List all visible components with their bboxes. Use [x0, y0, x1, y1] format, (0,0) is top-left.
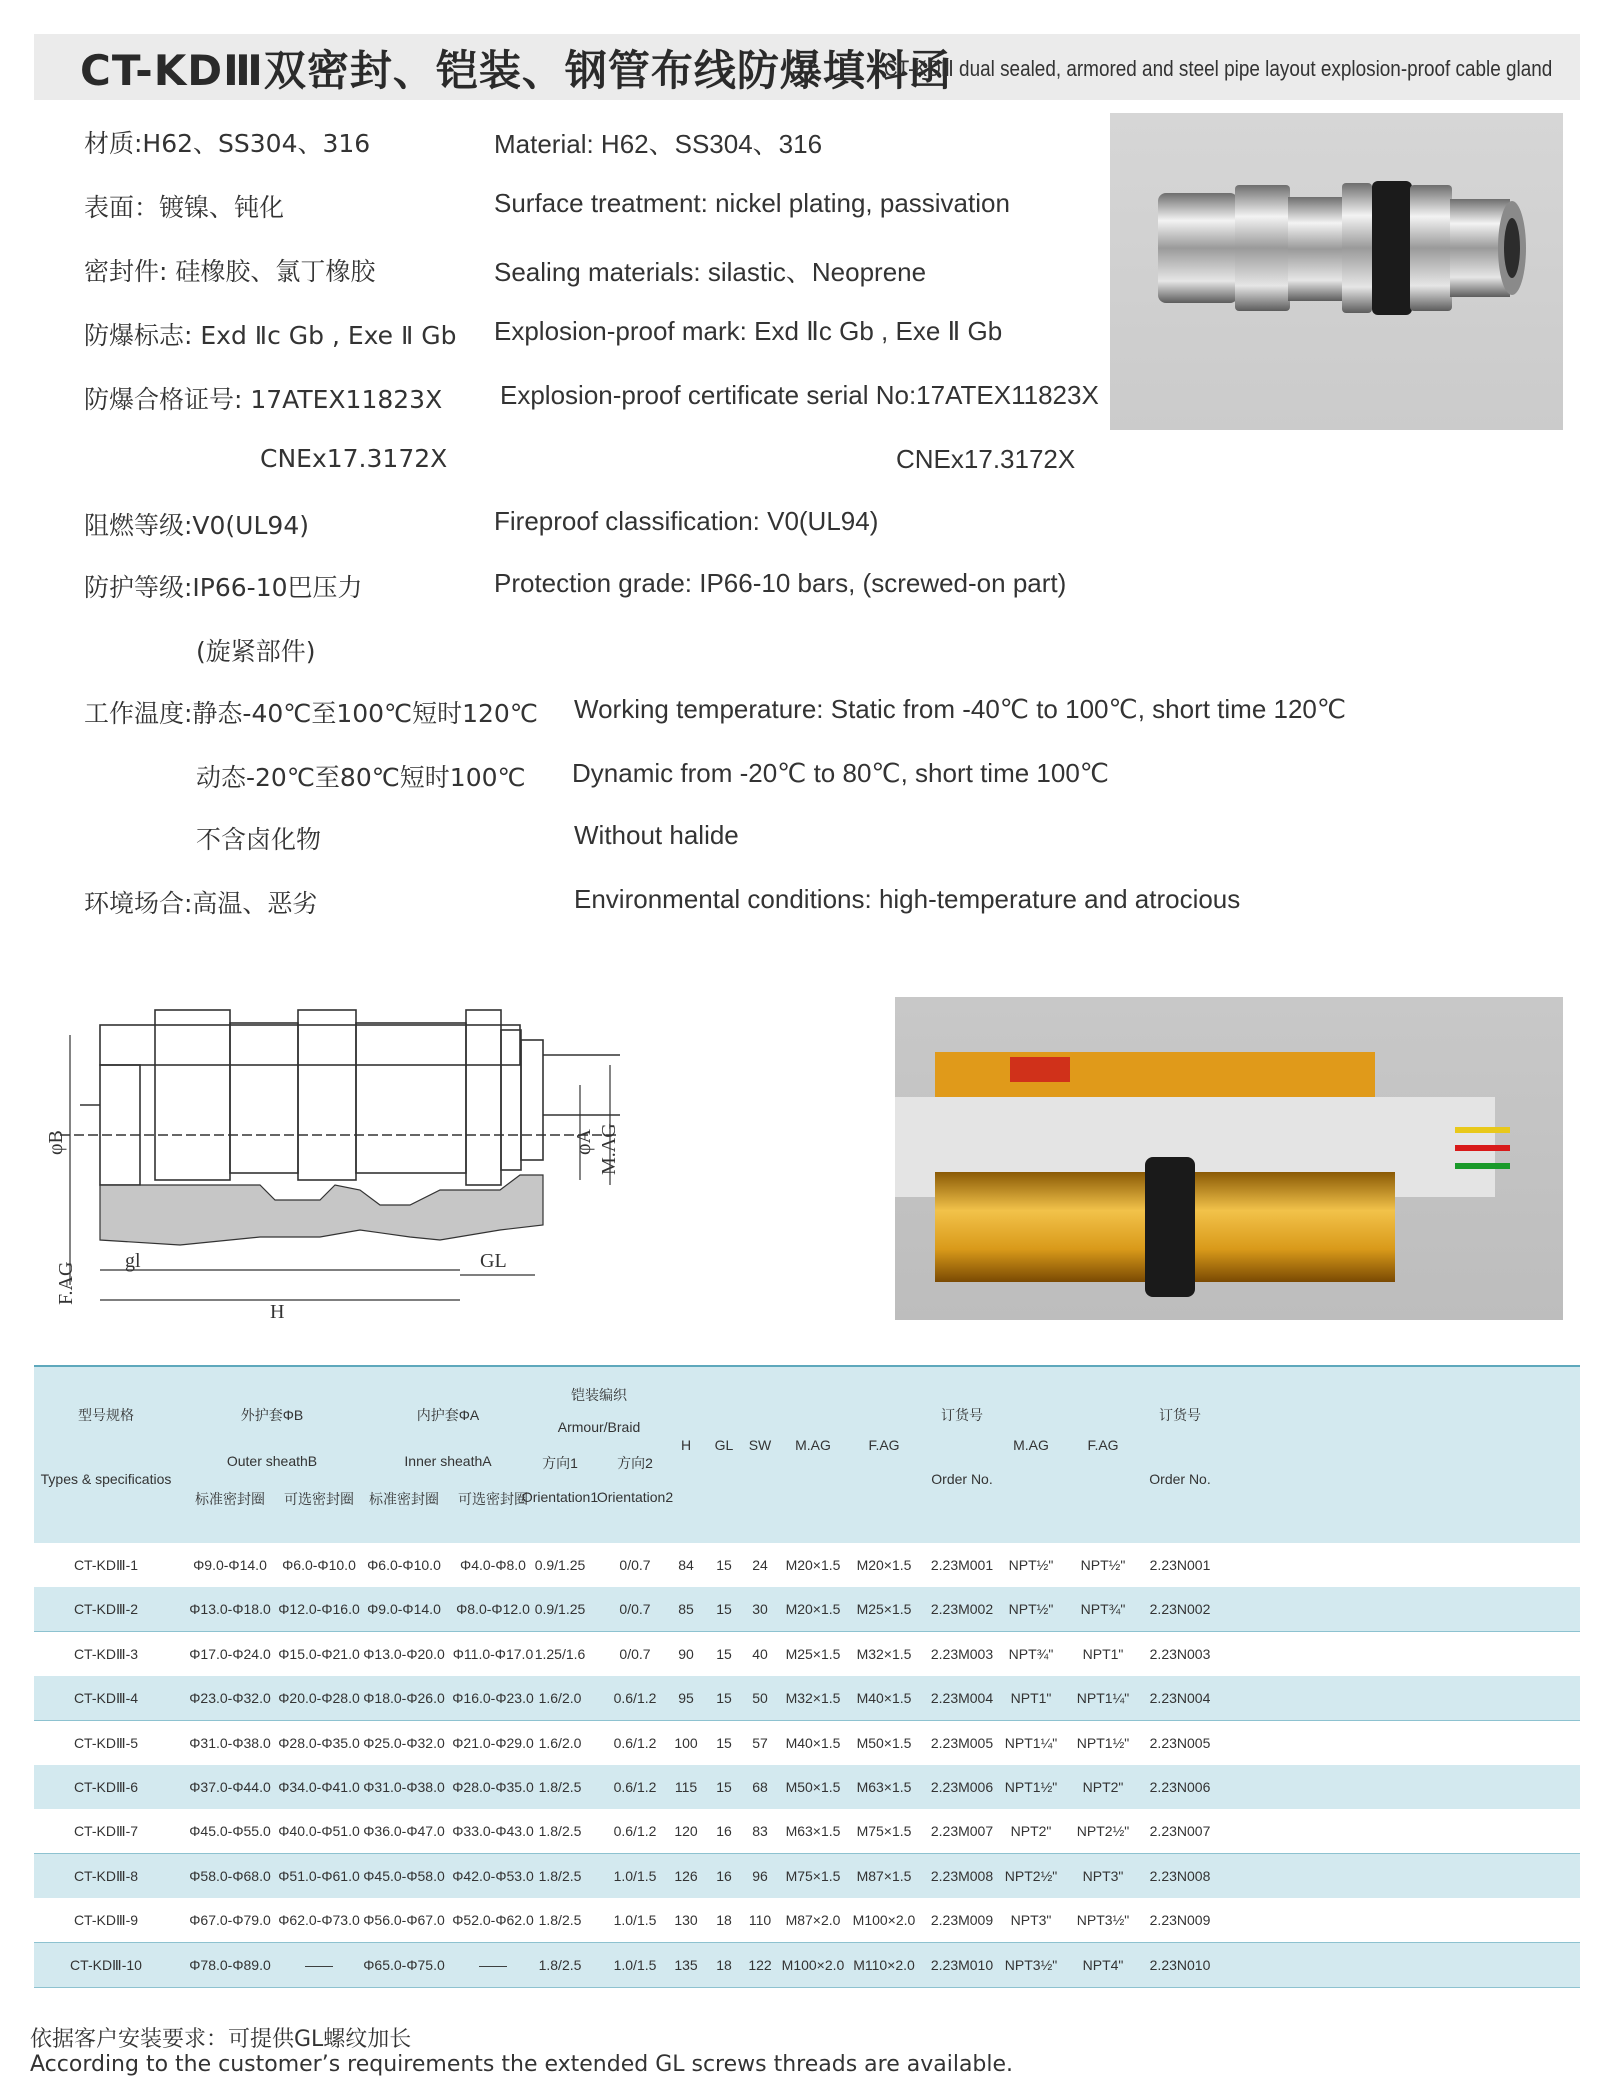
- spec-label-en: Explosion-proof certificate serial No:17ATEX11823X: [500, 380, 1099, 410]
- table-cell: NPT2½": [1076, 1823, 1130, 1840]
- table-cell: 1.8/2.5: [538, 1912, 582, 1929]
- table-cell: NPT½": [1008, 1557, 1054, 1573]
- table-cell: 2.23M004: [930, 1690, 994, 1707]
- table-cell: 2.23M008: [930, 1867, 994, 1884]
- table-cell: Φ13.0-Φ20.0: [363, 1645, 445, 1662]
- table-cell: Φ28.0-Φ35.0: [278, 1734, 360, 1751]
- spec-label-cn: 表面：镀镍、钝化: [84, 193, 285, 222]
- header-inner-opt: 可选密封圈: [458, 1491, 528, 1507]
- label-phiB: φB: [45, 1130, 67, 1155]
- header-order-cn: 订货号: [941, 1407, 983, 1423]
- table-cell: Φ36.0-Φ47.0: [363, 1823, 445, 1840]
- header-inner-std: 标准密封圈: [369, 1491, 439, 1507]
- spec-label-en: Without halide: [574, 820, 739, 850]
- header-dir2-en: Orientation2: [596, 1489, 674, 1505]
- table-cell: NPT4": [1082, 1956, 1124, 1973]
- table-cell: 2.23M003: [930, 1645, 994, 1662]
- table-row: [34, 1943, 1580, 1988]
- spec-label-en: Fireproof classification: V0(UL94): [494, 506, 879, 536]
- table-cell: 2.23M009: [930, 1912, 994, 1929]
- table-cell: Φ45.0-Φ55.0: [189, 1823, 271, 1840]
- label-h: H: [270, 1301, 285, 1323]
- table-cell: M40×1.5: [785, 1734, 841, 1751]
- spec-label-en: Surface treatment: nickel plating, passivation: [494, 188, 1010, 218]
- table-cell: CT-KDⅢ-1: [73, 1557, 139, 1573]
- spec-label-cn: CNEx17.3172X: [260, 444, 448, 473]
- table-cell: Φ17.0-Φ24.0: [189, 1645, 271, 1662]
- table-cell: CT-KDⅢ-7: [73, 1823, 139, 1840]
- table-cell: 1.8/2.5: [538, 1779, 582, 1795]
- table-cell: NPT1½": [1076, 1734, 1130, 1751]
- table-cell: 30: [752, 1601, 768, 1618]
- spec-label-cn: (旋紧部件): [196, 637, 316, 666]
- table-cell: 2.23N003: [1149, 1645, 1211, 1662]
- table-cell: Φ20.0-Φ28.0: [278, 1690, 360, 1707]
- table-cell: Φ12.0-Φ16.0: [278, 1601, 360, 1618]
- header-outer-cn: 外护套ΦB: [240, 1407, 304, 1423]
- table-row: [34, 1765, 1580, 1810]
- table-cell: M20×1.5: [785, 1601, 841, 1618]
- table-cell: 95: [678, 1690, 694, 1707]
- table-cell: 126: [674, 1867, 698, 1884]
- table-cell: 135: [674, 1956, 698, 1973]
- table-cell: M87×1.5: [856, 1867, 912, 1884]
- table-cell: M50×1.5: [856, 1734, 912, 1751]
- table-cell: Φ33.0-Φ43.0: [452, 1823, 534, 1840]
- table-cell: 1.8/2.5: [538, 1956, 582, 1973]
- table-cell: 0.6/1.2: [613, 1690, 657, 1707]
- table-cell: NPT¾": [1008, 1645, 1054, 1662]
- table-cell: NPT1¼": [1004, 1734, 1058, 1751]
- table-cell: 1.6/2.0: [538, 1734, 582, 1751]
- table-cell: 15: [716, 1557, 732, 1573]
- table-cell: 1.0/1.5: [613, 1867, 657, 1884]
- table-row: [34, 1543, 1580, 1588]
- table-cell: 0.9/1.25: [534, 1557, 586, 1573]
- table-cell: 2.23M001: [930, 1557, 994, 1573]
- table-cell: 15: [716, 1690, 732, 1707]
- table-cell: M63×1.5: [785, 1823, 841, 1840]
- spec-label-cn: 阻燃等级:V0(UL94): [84, 511, 309, 540]
- spec-label-cn: 不含卤化物: [196, 825, 322, 854]
- spec-label-cn: 防爆标志: Exd Ⅱc Gb , Exe Ⅱ Gb: [84, 321, 457, 350]
- table-cell: CT-KDⅢ-9: [73, 1912, 139, 1929]
- table-row: [34, 1587, 1580, 1632]
- table-cell: Φ40.0-Φ51.0: [278, 1823, 360, 1840]
- table-cell: CT-KDⅢ-8: [73, 1867, 139, 1884]
- header-gl: GL: [714, 1437, 734, 1453]
- table-cell: 2.23M005: [930, 1734, 994, 1751]
- table-cell: 100: [674, 1734, 698, 1751]
- table-cell: Φ9.0-Φ14.0: [193, 1557, 267, 1573]
- spec-label-en: Dynamic from -20℃ to 80℃, short time 100℃: [572, 758, 1109, 788]
- table-cell: Φ37.0-Φ44.0: [189, 1779, 271, 1795]
- table-cell: Φ45.0-Φ58.0: [363, 1867, 445, 1884]
- table-cell: 2.23N002: [1149, 1601, 1211, 1618]
- header-inner-en: Inner sheathA: [404, 1453, 492, 1469]
- table-cell: Φ34.0-Φ41.0: [278, 1779, 360, 1795]
- table-cell: 2.23N004: [1149, 1690, 1211, 1707]
- table-cell: 1.0/1.5: [613, 1912, 657, 1929]
- label-gl-small: gl: [125, 1250, 141, 1272]
- table-cell: M20×1.5: [856, 1557, 912, 1573]
- header-outer-std: 标准密封圈: [195, 1491, 265, 1507]
- header-mag: M.AG: [795, 1437, 831, 1453]
- table-cell: 1.0/1.5: [613, 1956, 657, 1973]
- table-cell: 2.23M002: [930, 1601, 994, 1618]
- table-cell: 2.23N006: [1149, 1779, 1211, 1795]
- table-cell: M110×2.0: [853, 1956, 915, 1973]
- table-cell: 96: [752, 1867, 768, 1884]
- table-cell: 2.23N010: [1149, 1956, 1211, 1973]
- table-cell: M50×1.5: [785, 1779, 841, 1795]
- table-cell: 120: [674, 1823, 698, 1840]
- table-cell: M87×2.0: [785, 1912, 841, 1929]
- header-fag: F.AG: [868, 1437, 900, 1453]
- table-cell: Φ21.0-Φ29.0: [452, 1734, 534, 1751]
- spec-label-cn: 材质:H62、SS304、316: [84, 129, 371, 158]
- table-cell: 84: [678, 1557, 694, 1573]
- table-cell: 85: [678, 1601, 694, 1618]
- table-cell: 16: [716, 1823, 732, 1840]
- cutaway-photo: [895, 997, 1563, 1320]
- table-cell: Φ28.0-Φ35.0: [452, 1779, 534, 1795]
- table-cell: 1.8/2.5: [538, 1867, 582, 1884]
- header-order-en: Order No.: [931, 1471, 993, 1487]
- table-cell: 90: [678, 1645, 694, 1662]
- table-cell: Φ15.0-Φ21.0: [278, 1645, 360, 1662]
- table-cell: M75×1.5: [856, 1823, 912, 1840]
- table-cell: Φ25.0-Φ32.0: [363, 1734, 445, 1751]
- table-cell: M100×2.0: [781, 1956, 845, 1973]
- header-order-npt-en: Order No.: [1149, 1471, 1211, 1487]
- spec-label-en: Protection grade: IP66-10 bars, (screwed-on part): [494, 568, 1067, 598]
- table-cell: Φ62.0-Φ73.0: [278, 1912, 360, 1929]
- table-cell: 0/0.7: [619, 1645, 651, 1662]
- spec-label-en: CNEx17.3172X: [896, 444, 1076, 474]
- table-cell: NPT½": [1008, 1601, 1054, 1618]
- header-dir2-cn: 方向2: [617, 1455, 653, 1471]
- table-cell: NPT2½": [1004, 1867, 1058, 1884]
- table-cell: M25×1.5: [856, 1601, 912, 1618]
- table-cell: M32×1.5: [856, 1645, 912, 1662]
- spec-label-en: Sealing materials: silastic、Neoprene: [494, 257, 927, 287]
- table-cell: Φ78.0-Φ89.0: [189, 1956, 271, 1973]
- table-cell: 15: [716, 1601, 732, 1618]
- spec-label-cn: 密封件: 硅橡胶、氯丁橡胶: [84, 257, 376, 286]
- table-cell: 1.8/2.5: [538, 1823, 582, 1840]
- table-cell: 0.9/1.25: [534, 1601, 586, 1618]
- table-cell: ——: [479, 1956, 507, 1973]
- table-cell: M20×1.5: [785, 1557, 841, 1573]
- table-cell: CT-KDⅢ-3: [73, 1645, 139, 1662]
- spec-label-cn: 防护等级:IP66-10巴压力: [84, 573, 363, 602]
- table-cell: 0.6/1.2: [613, 1823, 657, 1840]
- table-cell: Φ8.0-Φ12.0: [456, 1601, 530, 1618]
- header-sw: SW: [748, 1437, 772, 1453]
- footer-note-en: According to the customer’s requirements the extended GL screws threads are available.: [30, 2052, 1014, 2077]
- table-cell: NPT1¼": [1076, 1690, 1130, 1707]
- table-cell: CT-KDⅢ-4: [73, 1690, 139, 1707]
- table-cell: Φ52.0-Φ62.0: [452, 1912, 534, 1929]
- table-cell: 57: [752, 1734, 768, 1751]
- table-cell: Φ31.0-Φ38.0: [363, 1779, 445, 1795]
- spec-label-en: Material: H62、SS304、316: [494, 129, 823, 159]
- table-row: [34, 1632, 1580, 1677]
- spec-label-cn: 环境场合:高温、恶劣: [84, 889, 318, 918]
- table-cell: 15: [716, 1645, 732, 1662]
- table-cell: 2.23N005: [1149, 1734, 1211, 1751]
- table-cell: 0.6/1.2: [613, 1779, 657, 1795]
- table-cell: Φ31.0-Φ38.0: [189, 1734, 271, 1751]
- spec-label-cn: 工作温度:静态-40℃至100℃短时120℃: [84, 699, 538, 728]
- header-dir1-en: Orientation1: [521, 1489, 599, 1505]
- table-cell: 18: [716, 1956, 732, 1973]
- table-cell: M100×2.0: [852, 1912, 916, 1929]
- table-cell: NPT½": [1080, 1557, 1126, 1573]
- product-photo: [1110, 113, 1563, 430]
- table-cell: NPT3½": [1076, 1912, 1130, 1929]
- table-cell: M32×1.5: [785, 1690, 841, 1707]
- table-cell: ——: [305, 1956, 333, 1973]
- table-cell: Φ51.0-Φ61.0: [278, 1867, 360, 1884]
- table-cell: CT-KDⅢ-6: [73, 1779, 139, 1795]
- table-cell: 2.23N007: [1149, 1823, 1211, 1840]
- header-type-cn: 型号规格: [78, 1407, 134, 1423]
- table-cell: Φ65.0-Φ75.0: [363, 1956, 445, 1973]
- table-cell: NPT3": [1010, 1912, 1052, 1929]
- table-cell: Φ42.0-Φ53.0: [452, 1867, 534, 1884]
- header-inner-cn: 内护套ΦA: [416, 1407, 480, 1423]
- table-cell: 24: [752, 1557, 768, 1573]
- label-phiA: φA: [573, 1129, 595, 1155]
- table-cell: 2.23M010: [930, 1956, 994, 1973]
- table-cell: NPT1": [1010, 1690, 1052, 1707]
- table-cell: M75×1.5: [785, 1867, 841, 1884]
- table-cell: 2.23M006: [930, 1779, 994, 1795]
- label-gl: GL: [480, 1250, 507, 1272]
- spec-label-en: Environmental conditions: high-temperature and atrocious: [574, 884, 1241, 914]
- table-cell: Φ67.0-Φ79.0: [189, 1912, 271, 1929]
- table-cell: 15: [716, 1779, 732, 1795]
- table-cell: CT-KDⅢ-5: [73, 1734, 139, 1751]
- table-cell: CT-KDⅢ-2: [73, 1601, 139, 1618]
- header-fag-npt: F.AG: [1087, 1437, 1119, 1453]
- table-cell: 40: [752, 1645, 768, 1662]
- table-cell: 115: [674, 1779, 698, 1795]
- table-cell: Φ6.0-Φ10.0: [282, 1557, 356, 1573]
- header-order-npt-cn: 订货号: [1159, 1407, 1201, 1423]
- table-cell: Φ6.0-Φ10.0: [367, 1557, 441, 1573]
- header-armour-en: Armour/Braid: [557, 1419, 641, 1435]
- spec-label-cn: 防爆合格证号: 17ATEX11823X: [84, 385, 443, 414]
- table-cell: Φ11.0-Φ17.0: [452, 1645, 534, 1662]
- table-row: [34, 1854, 1580, 1899]
- table-cell: M63×1.5: [856, 1779, 912, 1795]
- table-cell: NPT3": [1082, 1867, 1124, 1884]
- table-cell: 18: [716, 1912, 732, 1929]
- table-cell: Φ16.0-Φ23.0: [452, 1690, 534, 1707]
- header-dir1-cn: 方向1: [542, 1455, 578, 1471]
- table-cell: Φ56.0-Φ67.0: [363, 1912, 445, 1929]
- spec-label-en: Working temperature: Static from -40℃ to 100℃, short time 120℃: [574, 694, 1347, 724]
- technical-drawing: [45, 1005, 820, 1325]
- table-cell: M25×1.5: [785, 1645, 841, 1662]
- table-cell: 2.23N001: [1149, 1557, 1211, 1573]
- table-cell: Φ23.0-Φ32.0: [189, 1690, 271, 1707]
- table-row: [34, 1809, 1580, 1854]
- table-cell: 2.23N009: [1149, 1912, 1211, 1929]
- table-cell: NPT2": [1082, 1779, 1124, 1795]
- table-cell: M40×1.5: [856, 1690, 912, 1707]
- header-outer-en: Outer sheathB: [226, 1453, 318, 1469]
- table-cell: NPT1": [1082, 1645, 1124, 1662]
- header-mag-npt: M.AG: [1013, 1437, 1049, 1453]
- table-cell: 122: [748, 1956, 772, 1973]
- table-cell: 2.23M007: [930, 1823, 994, 1840]
- table-row: [34, 1898, 1580, 1943]
- header-armour-cn: 铠装编织: [571, 1387, 627, 1403]
- table-cell: 50: [752, 1690, 768, 1707]
- table-cell: CT-KDⅢ-10: [70, 1956, 142, 1973]
- table-cell: 83: [752, 1823, 768, 1840]
- header-type-en: Types & specificatios: [40, 1471, 172, 1487]
- spec-label-cn: 动态-20℃至80℃短时100℃: [196, 763, 526, 792]
- table-cell: Φ9.0-Φ14.0: [367, 1601, 441, 1618]
- table-cell: 0.6/1.2: [613, 1734, 657, 1751]
- header-outer-opt: 可选密封圈: [284, 1491, 354, 1507]
- label-mag: M.AG: [598, 1123, 620, 1175]
- table-cell: Φ18.0-Φ26.0: [363, 1690, 445, 1707]
- label-fag: F.AG: [55, 1261, 77, 1305]
- table-cell: NPT¾": [1080, 1601, 1126, 1618]
- table-cell: 15: [716, 1734, 732, 1751]
- table-cell: NPT1½": [1004, 1779, 1058, 1795]
- table-cell: NPT2": [1010, 1823, 1052, 1840]
- table-cell: 68: [752, 1779, 768, 1795]
- table-cell: Φ58.0-Φ68.0: [189, 1867, 271, 1884]
- footer-note-cn: 依据客户安装要求：可提供GL螺纹加长: [30, 2027, 412, 2052]
- table-cell: 110: [748, 1912, 772, 1929]
- table-cell: 1.25/1.6: [534, 1645, 586, 1662]
- table-cell: Φ4.0-Φ8.0: [460, 1557, 526, 1573]
- table-cell: 1.6/2.0: [538, 1690, 582, 1707]
- spec-label-en: Explosion-proof mark: Exd Ⅱc Gb , Exe Ⅱ Gb: [494, 316, 1003, 346]
- table-row: [34, 1676, 1580, 1721]
- table-cell: 130: [674, 1912, 698, 1929]
- page-subtitle: CT-KDⅢ dual sealed, armored and steel pipe layout explosion-proof cable gland: [884, 56, 1553, 81]
- table-row: [34, 1721, 1580, 1766]
- table-cell: NPT3½": [1004, 1956, 1058, 1973]
- page-title: CT-KDⅢ双密封、铠装、钢管布线防爆填料函: [80, 46, 952, 95]
- table-cell: 0/0.7: [619, 1601, 651, 1618]
- table-cell: 0/0.7: [619, 1557, 651, 1573]
- table-cell: 2.23N008: [1149, 1867, 1211, 1884]
- table-cell: 16: [716, 1867, 732, 1884]
- header-h: H: [680, 1437, 692, 1453]
- table-cell: Φ13.0-Φ18.0: [189, 1601, 271, 1618]
